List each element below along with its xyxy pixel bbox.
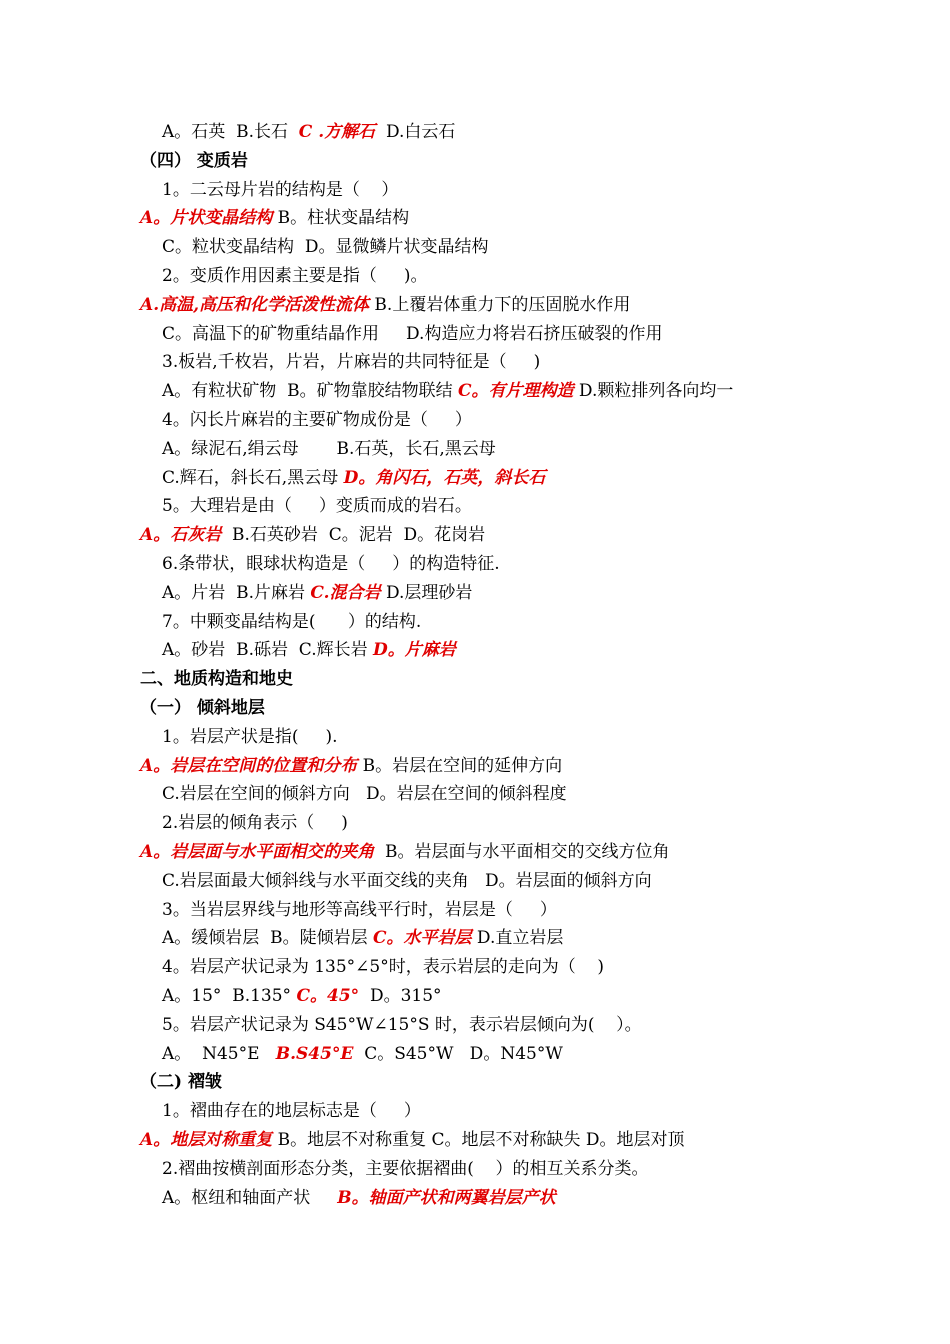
text-line <box>140 524 485 546</box>
text-line <box>162 870 652 892</box>
line-text: （一） 倾斜地层 <box>140 698 265 718</box>
line-text: 1。岩层产状是指( ). <box>162 726 338 747</box>
answer-text: C。水平岩层 <box>372 928 472 949</box>
answer-text: C。45° <box>296 986 360 1006</box>
answer-text: C.混合岩 <box>310 582 381 603</box>
text-line <box>162 265 427 287</box>
line-text: 7。中颗变晶结构是( ）的结构. <box>162 611 422 632</box>
text-line <box>162 611 421 633</box>
line-text: 5。大理岩是由（ ）变质而成的岩石。 <box>162 496 472 517</box>
answer-text: A.高温,高压和化学活泼性流体 <box>140 294 370 315</box>
answer-text: B.S45°E <box>275 1043 354 1064</box>
line-text: B。地层不对称重复 C。地层不对称缺失 D。地层对顶 <box>272 1130 685 1150</box>
line-text: D。315° <box>359 986 442 1006</box>
text-line <box>162 1100 421 1122</box>
answer-text: C .方解石 <box>298 122 376 142</box>
line-text: D.颗粒排列各向均一 <box>573 381 734 402</box>
text-line <box>140 294 630 316</box>
line-text: 2。变质作用因素主要是指（ )。 <box>162 266 428 286</box>
line-text: A。缓倾岩层 B。陡倾岩层 <box>162 928 373 949</box>
text-line <box>162 236 488 258</box>
text-line <box>162 582 472 604</box>
line-text: B.石英砂岩 C。泥岩 D。花岗岩 <box>221 525 486 546</box>
line-text: 6.条带状，眼球状构造是（ ）的构造特征. <box>162 554 500 574</box>
line-text: A。砂岩 B.砾岩 C.辉长岩 <box>162 640 373 661</box>
line-text: C。S45°W D。N45°W <box>353 1043 563 1064</box>
text-line <box>162 956 604 978</box>
text-line <box>162 783 567 805</box>
line-text: （四） 变质岩 <box>140 150 248 171</box>
text-line <box>162 812 348 834</box>
text-line <box>162 409 472 431</box>
answer-text: A。地层对称重复 <box>140 1130 273 1150</box>
section-heading <box>140 697 265 719</box>
line-text: 1。二云母片岩的结构是（ ） <box>162 179 399 200</box>
line-text: A。15° B.135° <box>162 986 297 1006</box>
text-line <box>162 899 557 921</box>
text-line <box>162 726 338 748</box>
line-text: D.白云石 <box>375 122 456 142</box>
line-text: 3.板岩,千枚岩，片岩，片麻岩的共同特征是（ ) <box>162 352 541 373</box>
text-line <box>162 1043 563 1065</box>
text-line <box>162 179 398 201</box>
line-text: A。绿泥石,绢云母 B.石英，长石,黑云母 <box>162 438 496 459</box>
answer-text: A。片状变晶结构 <box>140 208 273 229</box>
answer-text: A。石灰岩 <box>140 525 222 546</box>
text-line <box>162 380 733 402</box>
line-text: 4。闪长片麻岩的主要矿物成份是（ ） <box>162 410 472 430</box>
line-text: D.直立岩层 <box>471 928 564 949</box>
line-text: 1。褶曲存在的地层标志是（ ） <box>162 1101 421 1122</box>
line-text: C.辉石，斜长石,黑云母 <box>162 467 344 488</box>
answer-text: D。角闪石，石英，斜长石 <box>343 467 546 488</box>
section-heading <box>140 668 293 690</box>
line-text: B。岩层在空间的延伸方向 <box>357 755 563 776</box>
line-text: A。片岩 B.片麻岩 <box>162 582 311 603</box>
text-line <box>162 1187 556 1209</box>
line-text: A。 N45°E <box>162 1043 276 1064</box>
text-line <box>162 1014 642 1036</box>
text-line <box>162 1158 648 1180</box>
line-text: A。石英 B.长石 <box>162 122 299 142</box>
text-line <box>140 841 670 863</box>
line-text: C.岩层面最大倾斜线与水平面交线的夹角 D。岩层面的倾斜方向 <box>162 870 652 891</box>
line-text: C.岩层在空间的倾斜方向 D。岩层在空间的倾斜程度 <box>162 784 567 805</box>
line-text: C。粒状变晶结构 D。显微鳞片状变晶结构 <box>162 237 489 258</box>
answer-text: C。有片理构造 <box>457 381 574 402</box>
text-line <box>162 351 540 373</box>
line-text: B.上覆岩体重力下的压固脱水作用 <box>369 294 631 315</box>
text-line <box>162 927 563 949</box>
line-text: 2.褶曲按横剖面形态分类，主要依据褶曲( ）的相互关系分类。 <box>162 1158 649 1179</box>
answer-text: A。岩层在空间的位置和分布 <box>140 755 358 776</box>
text-line <box>162 495 472 517</box>
text-line <box>162 553 500 575</box>
line-text: 二、地质构造和地史 <box>140 669 293 690</box>
line-text: B。岩层面与水平面相交的交线方位角 <box>374 842 670 862</box>
section-heading <box>140 1071 222 1093</box>
line-text: A。枢纽和轴面产状 <box>162 1187 338 1208</box>
text-line <box>162 467 545 489</box>
answer-text: B。轴面产状和两翼岩层产状 <box>337 1187 556 1208</box>
line-text: （二) 褶皱 <box>140 1072 222 1093</box>
line-text: 2.岩层的倾角表示（ ) <box>162 813 348 834</box>
answer-text: D。片麻岩 <box>373 640 456 661</box>
line-text: A。有粒状矿物 B。矿物靠胶结物联结 <box>162 381 458 402</box>
line-text: 4。岩层产状记录为 135°∠5°时，表示岩层的走向为（ ) <box>162 957 604 978</box>
section-heading <box>140 150 248 172</box>
text-line <box>162 121 455 143</box>
text-line <box>140 207 409 229</box>
text-line <box>162 985 442 1007</box>
answer-text: A。岩层面与水平面相交的夹角 <box>140 842 375 862</box>
line-text: D.层理砂岩 <box>380 582 473 603</box>
text-line <box>140 755 562 777</box>
line-text: 5。岩层产状记录为 S45°W∠15°S 时，表示岩层倾向为( ）。 <box>162 1014 642 1035</box>
text-line <box>140 1129 685 1151</box>
text-line <box>162 323 662 345</box>
text-line <box>162 639 456 661</box>
text-line <box>162 438 496 460</box>
line-text: C。高温下的矿物重结晶作用 D.构造应力将岩石挤压破裂的作用 <box>162 323 663 344</box>
line-text: B。柱状变晶结构 <box>272 208 410 229</box>
line-text: 3。当岩层界线与地形等高线平行时，岩层是（ ） <box>162 899 557 920</box>
